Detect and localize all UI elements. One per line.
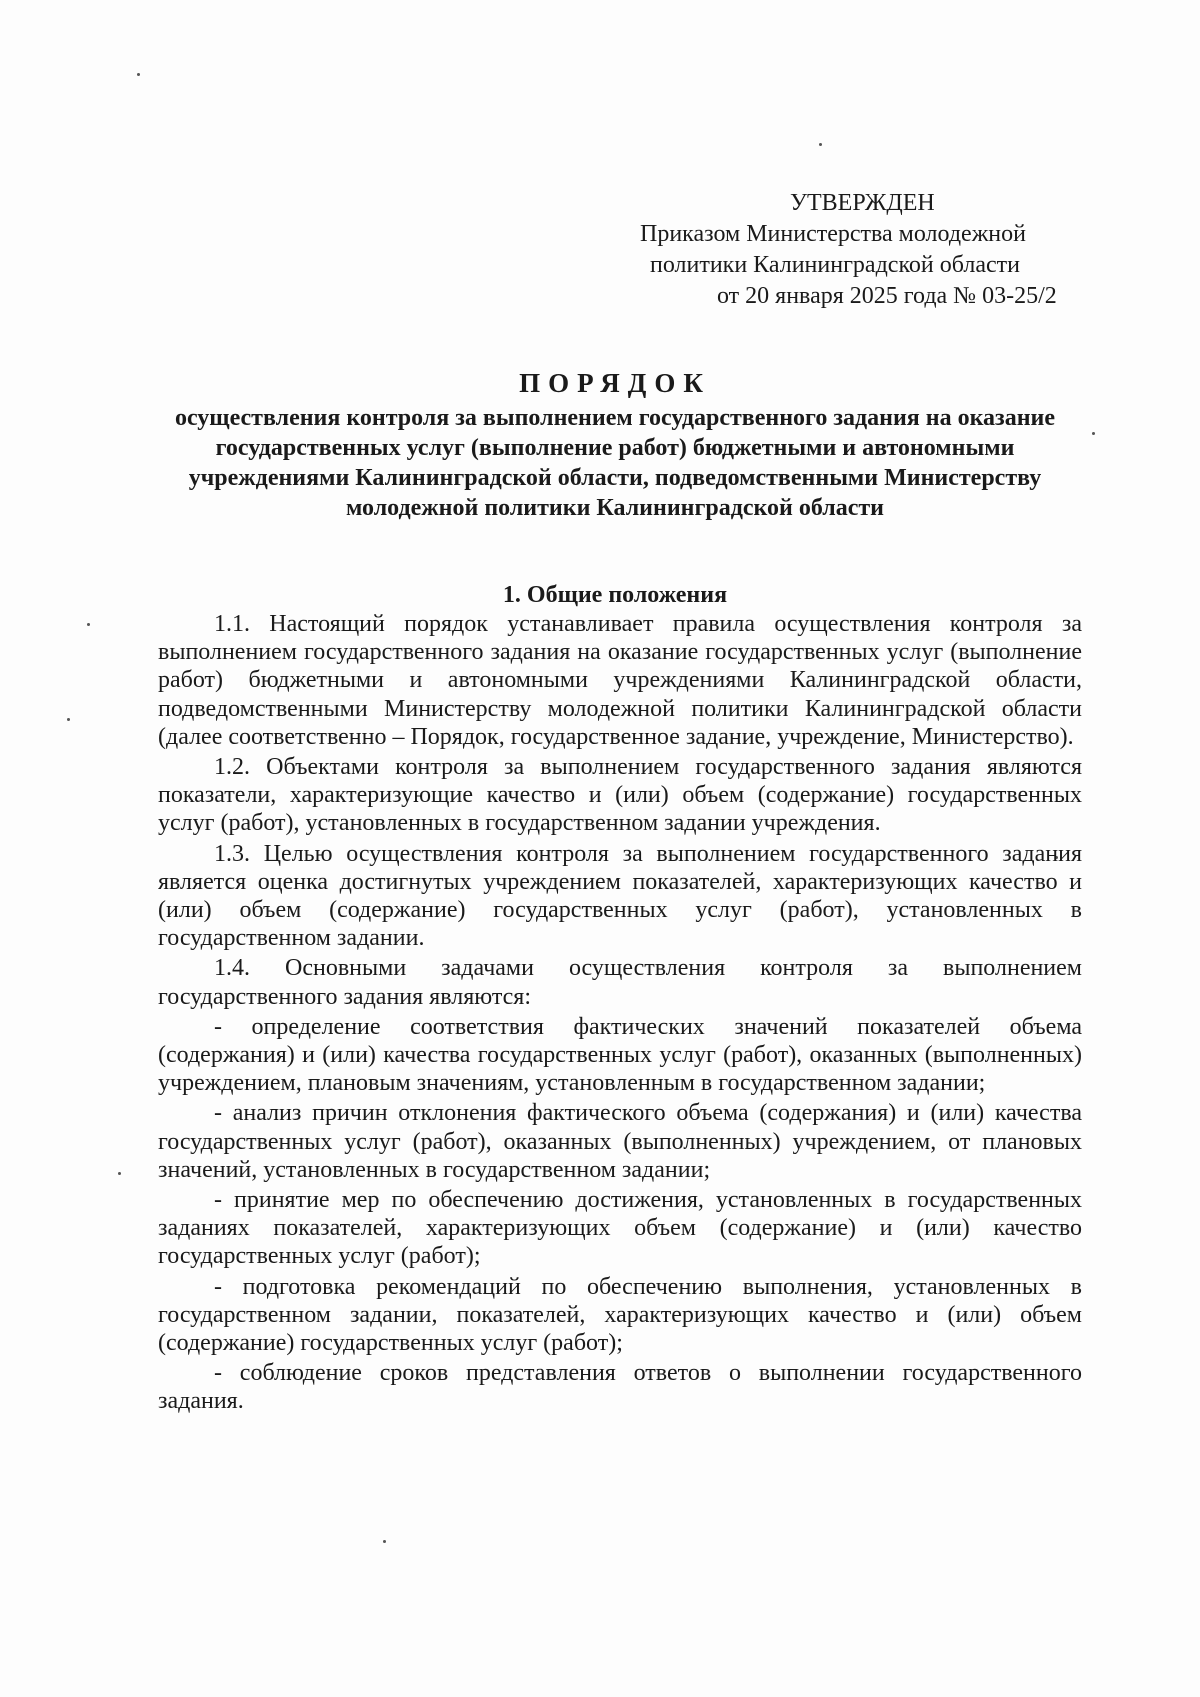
task-item: - определение соответствия фактических значений показателей объема (содержания) и (или) качества государственных услуг (работ), оказанных (выполненных) учреждением, плановым значениям, установленным в государственном задании; (158, 1013, 1082, 1097)
task-item: - соблюдение сроков представления ответов о выполнении государственного задания. (158, 1360, 1082, 1415)
document-body (158, 610, 1082, 1418)
scan-speck (819, 143, 822, 146)
scan-speck (67, 718, 70, 721)
approval-title: УТВЕРЖДЕН (790, 190, 935, 216)
approval-stamp-block (600, 188, 1100, 312)
scan-speck (137, 73, 140, 76)
scan-speck (383, 1540, 386, 1543)
paragraph-1-3: 1.3. Целью осуществления контроля за выполнением государственного задания является оценка достигнутых учреждением показателей, характеризующих качество и (или) объем (содержание) государственных услуг (работ), установленных в государственном задании. (158, 840, 1082, 952)
approval-order-line: Приказом Министерства молодежной (640, 221, 1026, 247)
paragraph-1-1: 1.1. Настоящий порядок устанавливает правила осуществления контроля за выполнением государственного задания на оказание государственных услуг (выполнение работ) бюджетными и автономными учреждениями Калининградской области, подведомственными Министерству молодежной политики Калининградской области (далее соответственно – Порядок, государственное задание, учреждение, Министерство). (158, 611, 1082, 750)
scan-speck (87, 623, 90, 626)
document-subtitle: осуществления контроля за выполнением государственного задания на оказание государственных услуг (выполнение работ) бюджетными и автономными учреждениями Калининградской области, подведомственными Министерству молодежной политики Калининградской области (174, 405, 1056, 521)
task-item: - принятие мер по обеспечению достижения, установленных в государственных заданиях показателей, характеризующих объем (содержание) и (или) качество государственных услуг (работ); (158, 1187, 1082, 1270)
task-item: - подготовка рекомендаций по обеспечению выполнения, установленных в государственном задании, показателей, характеризующих качество и (или) объем (содержание) государственных услуг (работ); (158, 1273, 1082, 1357)
approval-date-line: от 20 января 2025 года № 03-25/2 (717, 283, 1057, 309)
scan-speck (118, 1172, 121, 1175)
paragraph-1-2: 1.2. Объектами контроля за выполнением государственного задания являются показатели, характеризующие качество и (или) объем (содержание) государственных услуг (работ), установленных в государственном задании учреждения. (158, 754, 1082, 837)
scan-speck (1092, 432, 1095, 435)
task-item: - анализ причин отклонения фактического объема (содержания) и (или) качества государственных услуг (работ), оказанных (выполненных) учреждением, от плановых значений, установленных в государственном задании; (158, 1100, 1082, 1183)
document-title-block (150, 365, 1080, 523)
approval-ministry-line: политики Калининградской области (650, 252, 1020, 278)
document-title: ПОРЯДОК (519, 368, 711, 398)
section-heading: 1. Общие положения (502, 582, 728, 608)
paragraph-1-4: 1.4. Основными задачами осуществления контроля за выполнением государственного задания являются: (158, 955, 1082, 1010)
